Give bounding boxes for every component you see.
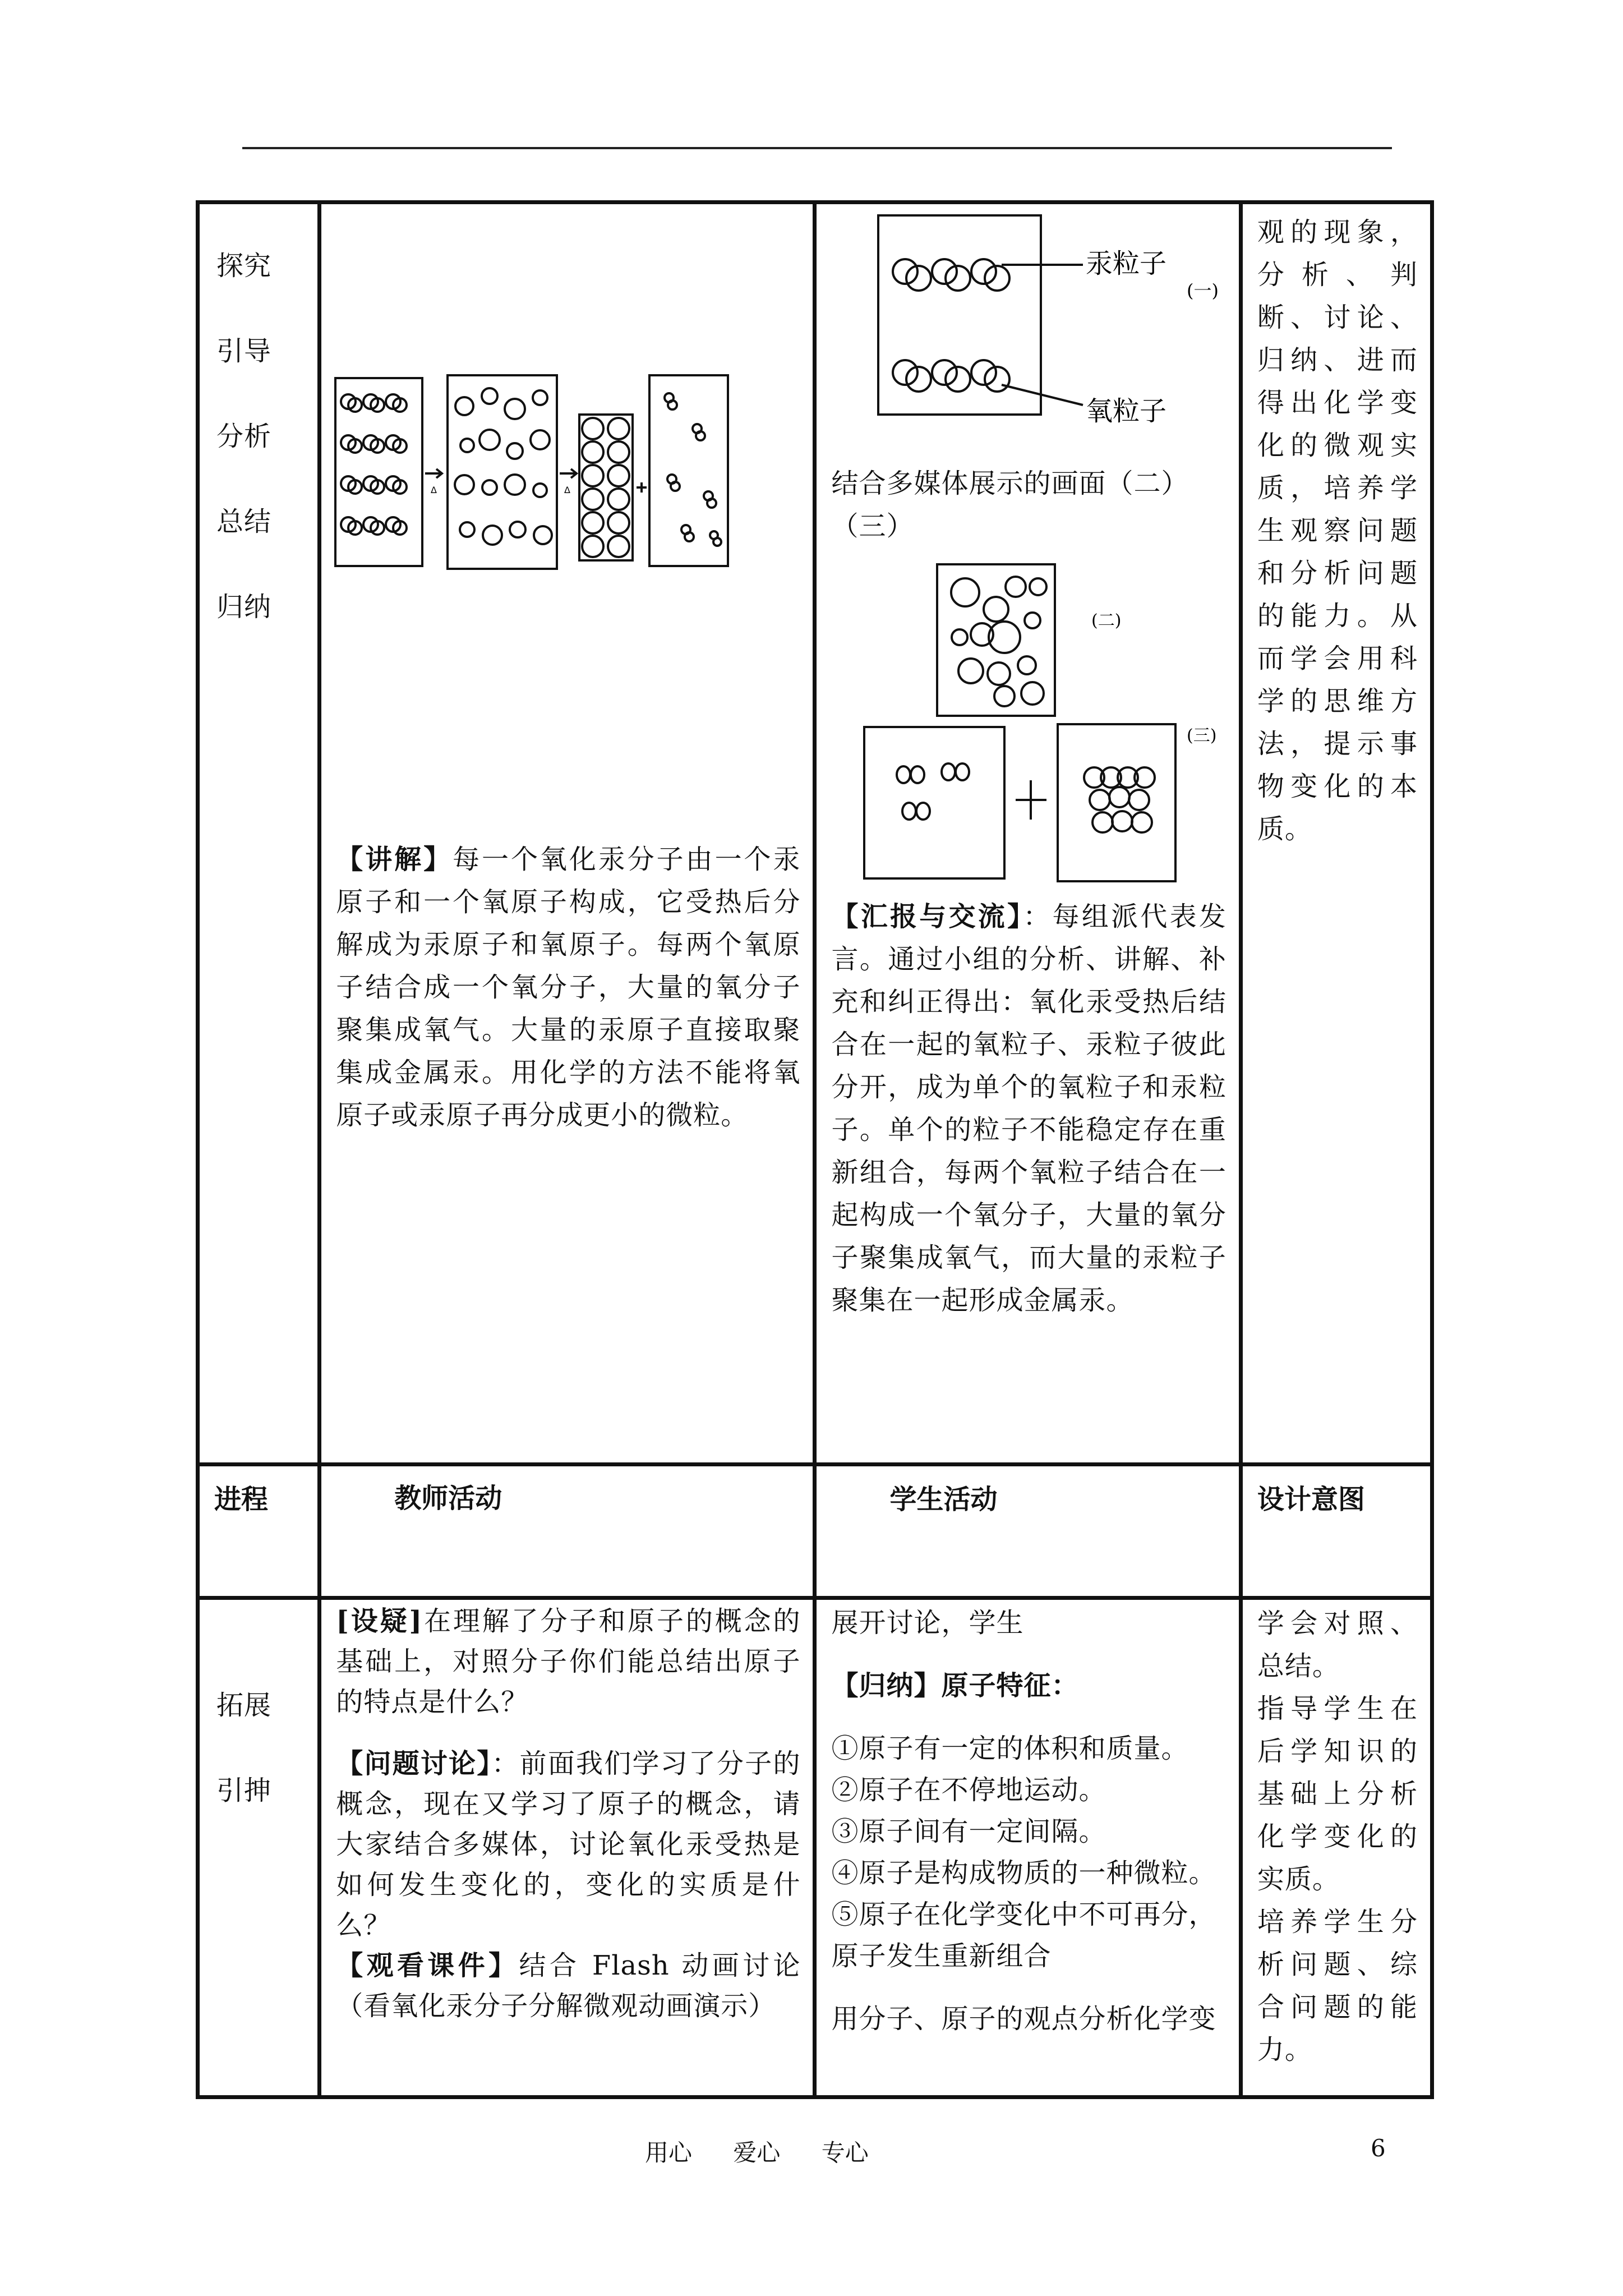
discussion-block (336, 1743, 800, 1945)
table-row (198, 1598, 1432, 2097)
lesson-table (196, 200, 1434, 2099)
design-intent-line: 培养学生分析问题、综合问题的能力。 (1257, 1906, 1418, 2065)
stage-label: 拓展 (216, 1690, 272, 1721)
svg-text:Δ: Δ (564, 485, 571, 495)
discussion-text: ：前面我们学习了分子的概念，现在又学习了原子的概念，请大家结合多媒体，讨论氧化汞受热是如何发生变化的，变化的实质是什么？ (336, 1748, 801, 1941)
design-intent-line: 学会对照、总结。 (1257, 1608, 1418, 1682)
student-tail-text: 用分子、原子的观点分析化学变 (831, 2003, 1216, 2035)
figure-caption: 结合多媒体展示的画面（二）（三） (831, 468, 1189, 542)
stage-cell (198, 1598, 320, 2097)
decomposition-diagram (321, 367, 770, 574)
svg-text:Δ: Δ (431, 485, 437, 495)
question-block (336, 1601, 800, 1722)
explanation-title: 【讲解】 (336, 844, 453, 875)
header-col-teacher: 教师活动 (394, 1483, 502, 1514)
header-col-student: 学生活动 (889, 1484, 998, 1515)
page-number: 6 (1371, 2134, 1386, 2162)
particle-figure-1 (817, 204, 1232, 479)
courseware-block (336, 1945, 800, 2026)
teacher-activity-cell (320, 203, 815, 1465)
table-row (198, 203, 1432, 1465)
design-intent-line: 指导学生在后学知识的基础上分析化学变化的实质。 (1257, 1693, 1418, 1895)
figure-tag: (三) (1187, 726, 1217, 746)
question-title: [设疑] (336, 1605, 423, 1637)
stage-label: 总结 (216, 506, 272, 537)
teacher-explanation (321, 832, 813, 1142)
stage-label: 探究 (216, 250, 272, 282)
stage-label: 分析 (216, 421, 272, 452)
discussion-title: 【问题讨论】 (336, 1748, 492, 1779)
student-activity-cell (815, 203, 1241, 1465)
header-col-stage: 进程 (214, 1484, 269, 1515)
stage-label: 引抻 (216, 1775, 272, 1806)
header-rule (242, 147, 1392, 149)
stage-label: 引导 (216, 335, 272, 367)
page-footer: 用心 爱心 专心 (645, 2139, 869, 2166)
student-intro: 展开讨论，学生 (831, 1607, 1024, 1639)
design-intent-cell (1241, 203, 1432, 1465)
design-intent-cell (1241, 1598, 1432, 2097)
hgo-molecules (341, 394, 407, 535)
list-item: ②原子在不停地运动。 (831, 1774, 1106, 1806)
stage-cell (198, 203, 320, 1465)
student-activity-cell (815, 1598, 1241, 2097)
label-oxygen: 氧粒子 (1086, 395, 1167, 427)
list-item: ⑤原子在化学变化中不可再分，原子发生重新组合 (831, 1899, 1216, 1972)
teacher-activity-cell (320, 1598, 815, 2097)
courseware-text: 结合 Flash 动画讨论（看氧化汞分子分解微观动画演示） (336, 1950, 801, 2022)
explanation-text: 每一个氧化汞分子由一个汞原子和一个氧原子构成，它受热后分解成为汞原子和氧原子。每两个氧原子结合成一个氧分子，大量的氧分子聚集成氧气。大量的汞原子直接取聚集成金属汞。用化学的方法不能将氧原子或汞原子再分成更小的微粒。 (336, 844, 801, 1131)
list-item: ①原子有一定的体积和质量。 (831, 1733, 1189, 1764)
design-intent-text: 观的现象，分析、判断、讨论、归纳、进而得出化学变化的微观实质，培养学生观察问题和分析问题的能力。从而学会用科学的思维方法，提示事物变化的本质。 (1257, 217, 1418, 845)
list-item: ④原子是构成物质的一种微粒。 (831, 1857, 1216, 1889)
header-col-design: 设计意图 (1257, 1484, 1365, 1515)
courseware-title: 【观看课件】 (336, 1950, 519, 1981)
label-mercury: 汞粒子 (1086, 248, 1167, 279)
figure-tag: (一) (1187, 280, 1219, 301)
figure-tag: (二) (1091, 611, 1122, 631)
student-report (817, 890, 1238, 1327)
particle-figure-2-3 (817, 553, 1232, 890)
report-title: 【汇报与交流】 (831, 901, 1023, 932)
summary-title: 【归纳】原子特征： (831, 1670, 1079, 1701)
stage-label: 归纳 (216, 591, 272, 623)
report-text: ：每组派代表发言。通过小组的分析、讲解、补充和纠正得出：氧化汞受热后结合在一起的氧粒子、汞粒子彼此分开，成为单个的氧粒子和汞粒子。单个的粒子不能稳定存在重新组合，每两个氧粒子结合在一起构成一个氧分子，大量的氧分子聚集成氧气，而大量的汞粒子聚集在一起形成金属汞。 (831, 901, 1227, 1316)
question-text: 在理解了分子和原子的概念的基础上，对照分子你们能总结出原子的特点是什么？ (336, 1605, 801, 1718)
table-header-row (198, 1465, 1432, 1598)
list-item: ③原子间有一定间隔。 (831, 1816, 1106, 1847)
